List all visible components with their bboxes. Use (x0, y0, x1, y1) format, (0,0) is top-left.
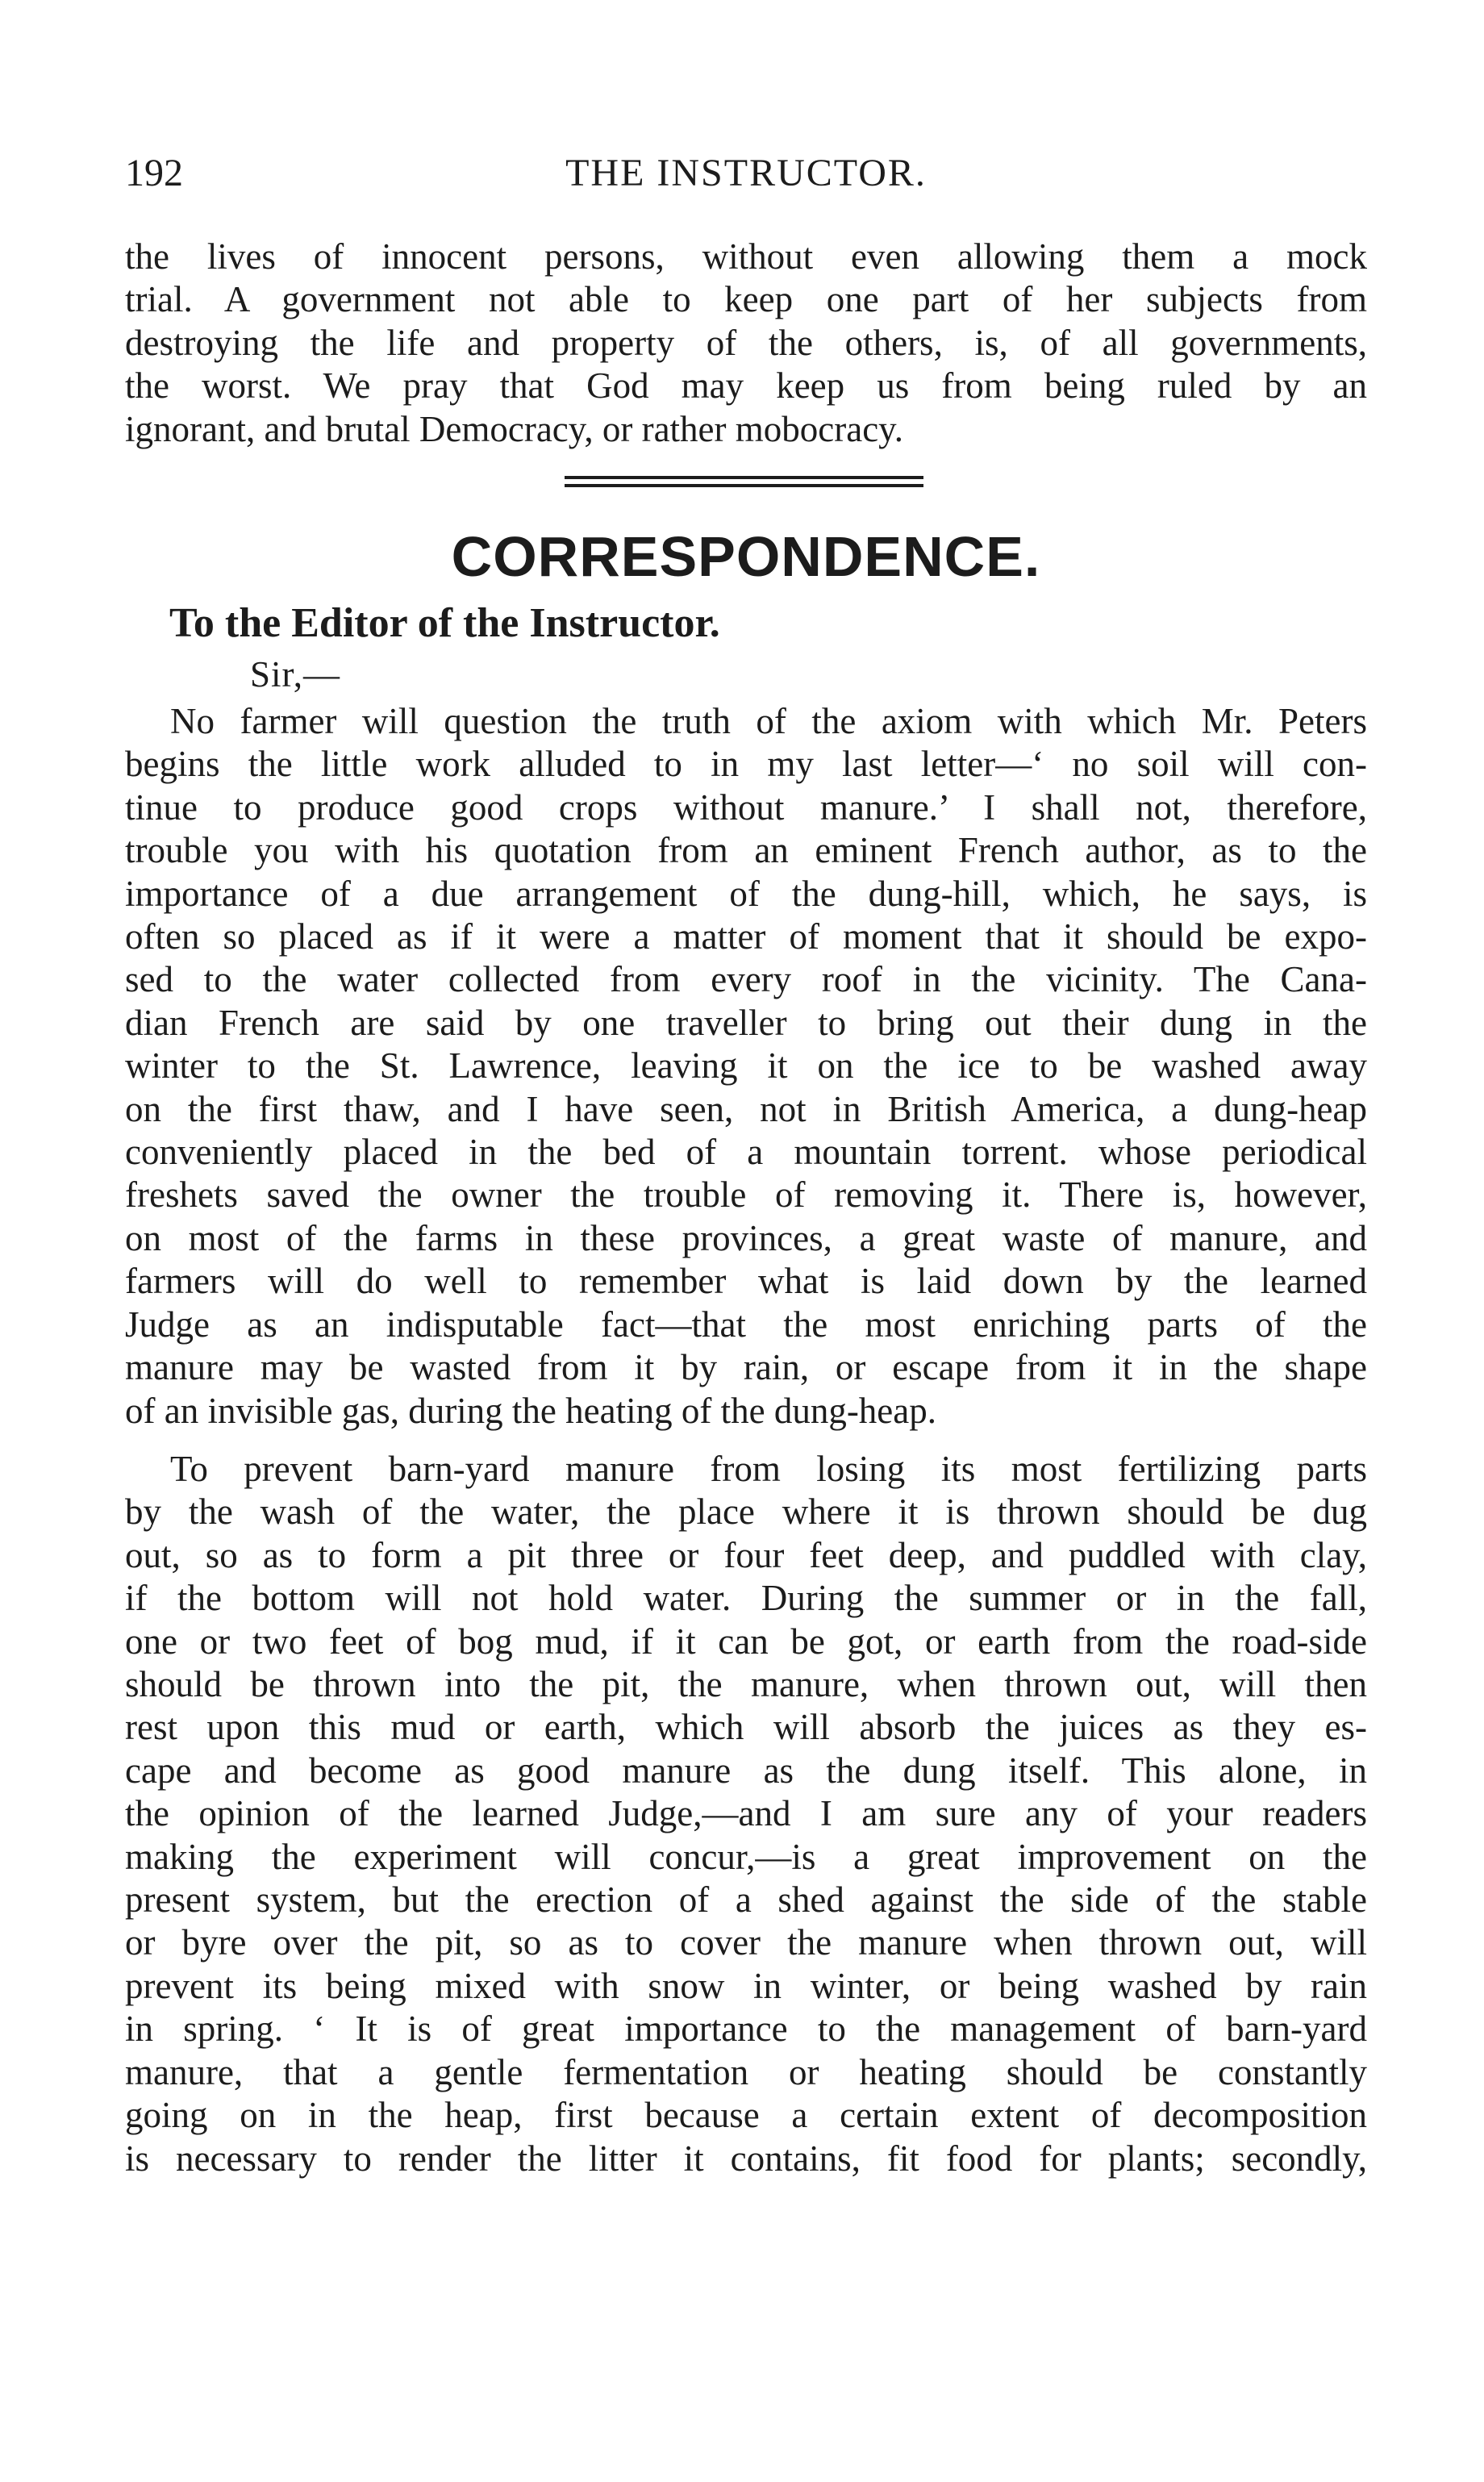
text-line: the lives of innocent persons, without even allowing them a mock (125, 236, 1367, 277)
text-line: farmers will do well to remember what is laid down by the learned (125, 1261, 1367, 1302)
text-line: trial. A government not able to keep one part of her subjects from (125, 279, 1367, 320)
letter-paragraph-1 (125, 700, 1367, 1433)
text-line: cape and become as good manure as the dung itself. This alone, in (125, 1750, 1367, 1791)
text-line: Judge as an indisputable fact—that the most enriching parts of the (125, 1304, 1367, 1345)
text-line: out, so as to form a pit three or four feet deep, and puddled with clay, (125, 1534, 1367, 1575)
text-line: ignorant, and brutal Democracy, or rather mobocracy. (125, 408, 903, 449)
section-divider (565, 476, 923, 492)
text-line: in spring. ‘ It is of great importance to the management of barn-yard (125, 2009, 1367, 2050)
text-line: by the wash of the water, the place where it is thrown should be dug (125, 1491, 1367, 1533)
text-line: No farmer will question the truth of the axiom with which Mr. Peters (170, 701, 1367, 741)
running-title: THE INSTRUCTOR. (565, 152, 927, 194)
salutation: To the Editor of the Instructor. (169, 600, 720, 646)
text-line: destroying the life and property of the others, is, of all governments, (125, 322, 1367, 363)
text-line: manure may be wasted from it by rain, or escape from it in the shape (125, 1347, 1367, 1388)
text-line: conveniently placed in the bed of a mountain torrent. whose periodical (125, 1132, 1367, 1173)
text-line: importance of a due arrangement of the dung-hill, which, he says, is (125, 873, 1367, 914)
text-line: if the bottom will not hold water. During the summer or in the fall, (125, 1578, 1367, 1619)
intro-paragraph (125, 236, 1367, 451)
text-line: is necessary to render the litter it contains, fit food for plants; secondly, (125, 2138, 1367, 2179)
text-line: tinue to produce good crops without manure.’ I shall not, therefore, (125, 786, 1367, 828)
text-line: going on in the heap, first because a certain extent of decomposition (125, 2095, 1367, 2136)
text-line: on the first thaw, and I have seen, not in British America, a dung-heap (125, 1088, 1367, 1129)
text-line: manure, that a gentle fermentation or heating should be constantly (125, 2051, 1367, 2092)
section-title: CORRESPONDENCE. (451, 525, 1041, 588)
text-line: should be thrown into the pit, the manure, when thrown out, will then (125, 1664, 1367, 1705)
text-line: of an invisible gas, during the heating of the dung-heap. (125, 1390, 936, 1431)
text-line: dian French are said by one traveller to bring out their dung in the (125, 1002, 1367, 1043)
text-line: the opinion of the learned Judge,—and I am sure any of your readers (125, 1793, 1367, 1834)
text-line: To prevent barn-yard manure from losing its most fertilizing parts (170, 1449, 1367, 1489)
text-line: one or two feet of bog mud, if it can be got, or earth from the road-side (125, 1621, 1367, 1662)
letter-greeting: Sir,— (250, 654, 340, 695)
text-line: often so placed as if it were a matter of moment that it should be expo- (125, 916, 1367, 957)
text-line: prevent its being mixed with snow in winter, or being washed by rain (125, 1965, 1367, 2006)
text-line: winter to the St. Lawrence, leaving it on the ice to be washed away (125, 1045, 1367, 1087)
divider-rule (565, 484, 923, 487)
page-number: 192 (125, 152, 183, 194)
letter-paragraph-2 (125, 1448, 1367, 2180)
text-line: present system, but the erection of a shed against the side of the stable (125, 1879, 1367, 1921)
text-line: trouble you with his quotation from an eminent French author, as to the (125, 830, 1367, 871)
text-line: on most of the farms in these provinces, a great waste of manure, and (125, 1217, 1367, 1258)
text-line: freshets saved the owner the trouble of removing it. There is, however, (125, 1174, 1367, 1216)
divider-rule (565, 476, 923, 479)
page-header (125, 149, 1367, 206)
text-line: rest upon this mud or earth, which will absorb the juices as they es- (125, 1707, 1367, 1748)
text-line: the worst. We pray that God may keep us from being ruled by an (125, 365, 1367, 407)
text-line: begins the little work alluded to in my last letter—‘ no soil will con- (125, 744, 1367, 785)
text-line: sed to the water collected from every roof in the vicinity. The Cana- (125, 959, 1367, 1000)
text-line: or byre over the pit, so as to cover the manure when thrown out, will (125, 1922, 1367, 1963)
text-line: making the experiment will concur,—is a great improvement on the (125, 1836, 1367, 1877)
